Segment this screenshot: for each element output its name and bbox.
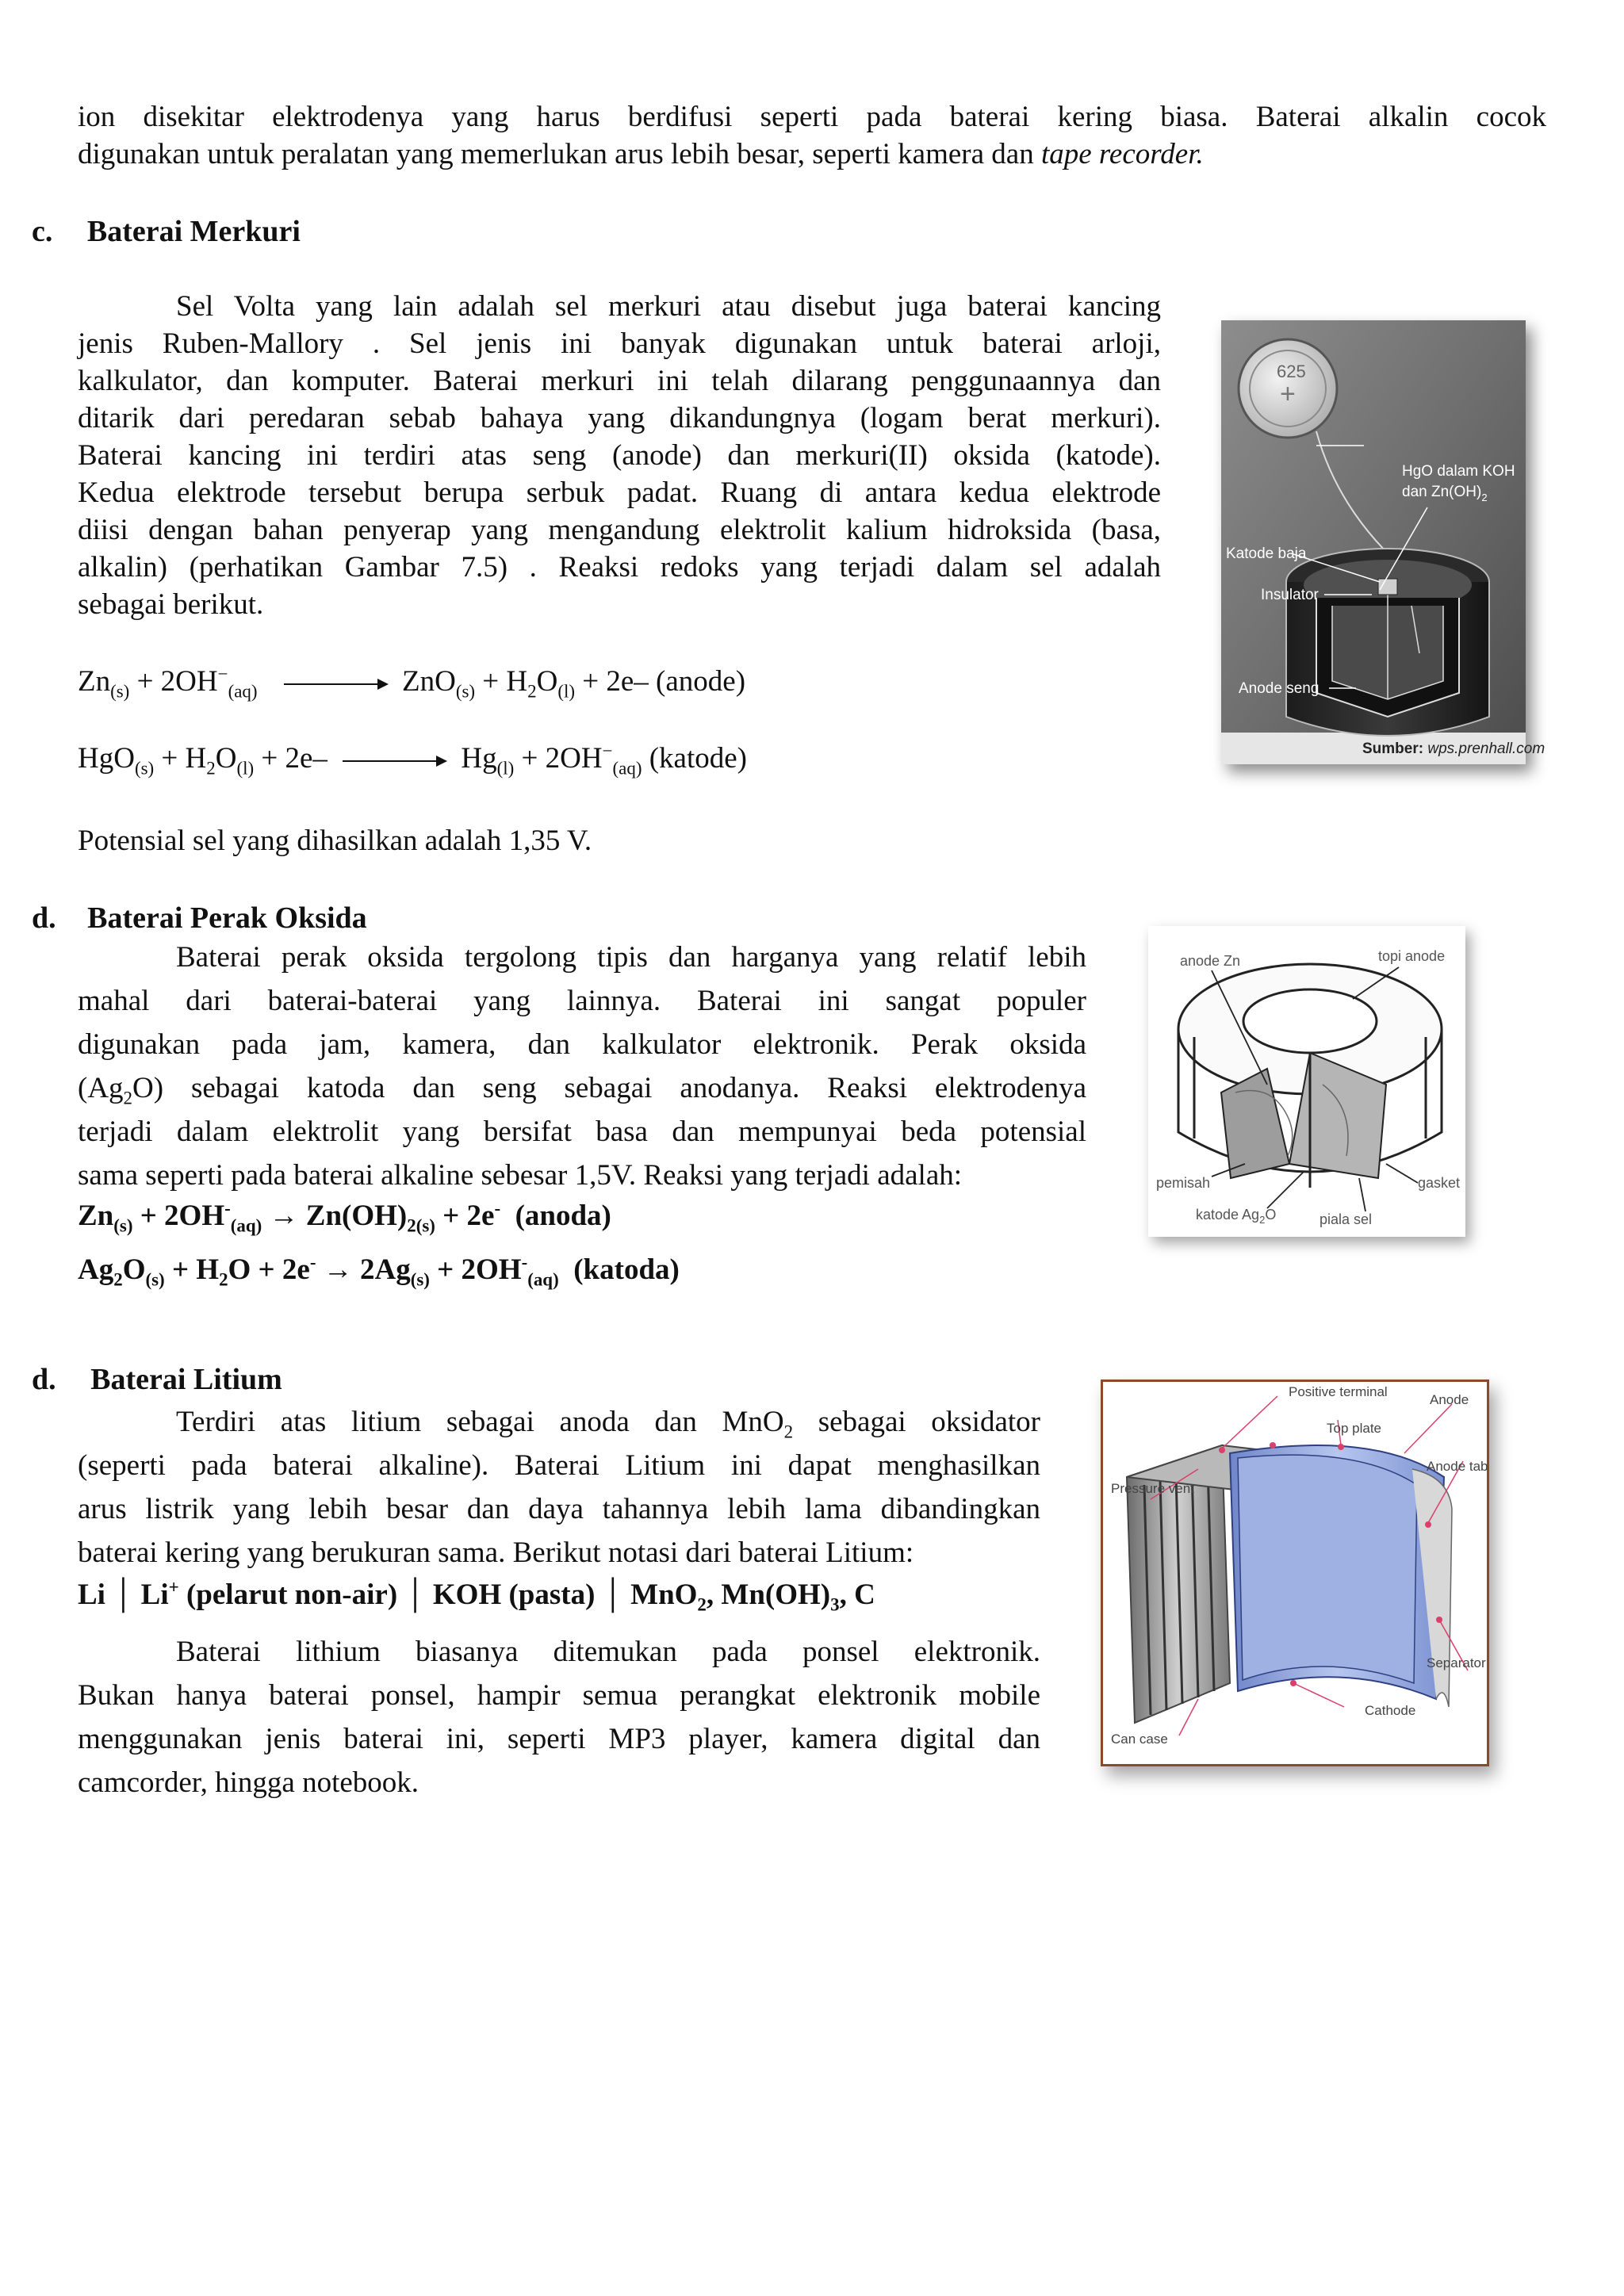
label-anode-tab: Anode tab: [1427, 1459, 1488, 1474]
c-potential: Potensial sel yang dihasilkan adalah 1,35 V.: [78, 825, 592, 857]
d1-line-1: Baterai perak oksida tergolong tipis dan harganya yang relatif lebih: [176, 941, 1086, 974]
lithium-battery-figure: [1101, 1380, 1489, 1766]
reaction-arrow: [284, 683, 387, 685]
section-c-heading: [32, 214, 301, 249]
section-c-letter: c.: [32, 215, 53, 248]
section-d2-letter: d.: [32, 1363, 56, 1396]
intro-line-2-text: digunakan untuk peralatan yang memerlukan arus lebih besar, seperti kamera dan: [78, 138, 1041, 170]
intro-line-1: ion disekitar elektrodenya yang harus berdifusi seperti pada baterai kering biasa. Baterai alkalin cocok: [78, 101, 1546, 133]
figure-source: Sumber: wps.prenhall.com: [1362, 740, 1545, 757]
label-anode-zn: anode Zn: [1180, 953, 1241, 969]
label-piala-sel: piala sel: [1320, 1211, 1373, 1227]
c-line-2: jenis Ruben-Mallory . Sel jenis ini banyak digunakan untuk baterai arloji,: [78, 327, 1161, 360]
d1-line-6: sama seperti pada baterai alkaline sebesar 1,5V. Reaksi yang terjadi adalah:: [78, 1159, 963, 1192]
label-cathode: Cathode: [1365, 1703, 1416, 1718]
section-d2-heading: [32, 1362, 282, 1397]
d1-equation-cathode: $Ag_2O_{(s)} + H_2O + 2e^- \to 2Ag_{(s)} + 2OH^-_{(aq)}$ (katoda): [78, 1252, 680, 1290]
label-gasket: gasket: [1418, 1175, 1461, 1191]
silver-oxide-battery-figure: [1148, 926, 1465, 1237]
d1-line-3: digunakan pada jam, kamera, dan kalkulator elektronik. Perak oksida: [78, 1028, 1086, 1061]
d2-p2-line-2: Bukan hanya baterai ponsel, hampir semua perangkat elektronik mobile: [78, 1679, 1040, 1712]
label-positive-terminal: Positive terminal: [1289, 1384, 1388, 1399]
label-hgo-1: HgO dalam KOH: [1402, 463, 1515, 480]
label-anode-seng: Anode seng: [1239, 680, 1320, 697]
d1-line-5: terjadi dalam elektrolit yang bersifat basa dan mempunyai beda potensial: [78, 1115, 1086, 1148]
intro-line-2: [78, 136, 1546, 173]
label-katode-baja: Katode baja: [1226, 545, 1307, 562]
section-c-paragraph: [78, 288, 1161, 623]
d2-line-2: (seperti pada baterai alkaline). Baterai Litium ini dapat menghasilkan: [78, 1449, 1040, 1482]
label-can-case: Can case: [1111, 1732, 1168, 1747]
c-equation-anode: $Zn_{(s)} + 2OH^-_{(aq)}$ $ZnO_{(s)} + H_2O_{(l)} + 2e-$ (anode): [78, 664, 746, 702]
label-topi-anode: topi anode: [1378, 948, 1446, 964]
reaction-arrow: [343, 760, 446, 762]
label-separator: Separator: [1427, 1655, 1486, 1670]
d2-p2-line-3: menggunakan jenis baterai ini, seperti MP3 player, kamera digital dan: [78, 1723, 1040, 1755]
c-line-7: diisi dengan bahan penyerap yang mengandung elektrolit kalium hidroksida (basa,: [78, 514, 1161, 546]
label-top-plate: Top plate: [1327, 1421, 1381, 1436]
d1-line-2: mahal dari baterai-baterai yang lainnya. Baterai ini sangat populer: [78, 985, 1086, 1017]
c-line-9: sebagai berikut.: [78, 588, 264, 621]
label-pressure-vent: Pressure vent: [1111, 1481, 1194, 1496]
lithium-notation: Li │ Li+ (pelarut non-air) │ KOH (pasta) │ MnO$_2$, $Mn(OH)_3$, C: [78, 1577, 875, 1615]
d2-line-4: baterai kering yang berukuran sama. Berikut notasi dari baterai Litium:: [78, 1536, 914, 1569]
section-d1-heading: [32, 901, 367, 936]
d2-p2-line-1: Baterai lithium biasanya ditemukan pada ponsel elektronik.: [176, 1636, 1040, 1668]
label-pemisah: pemisah: [1156, 1175, 1211, 1191]
svg-text:+: +: [1280, 379, 1296, 409]
label-hgo-2: dan $Zn(OH)_2$: [1402, 484, 1488, 503]
d1-equation-anode: $Zn_{(s)} + 2OH^-_{(aq)} \to Zn(OH)_{2(s)} + 2e^-$ (anoda): [78, 1198, 611, 1236]
label-anode: Anode: [1430, 1392, 1469, 1407]
d2-p2-line-4: camcorder, hingga notebook.: [78, 1766, 419, 1799]
intro-italic-term: tape recorder.: [1040, 138, 1204, 170]
c-line-1: Sel Volta yang lain adalah sel merkuri atau disebut juga baterai kancing: [176, 290, 1161, 323]
label-insulator: Insulator: [1261, 587, 1319, 603]
section-d1-paragraph: [78, 936, 1086, 1197]
c-equation-cathode: $HgO_{(s)} + H_2O_{(l)} + 2e-$ $Hg_{(l)} + 2OH^-_{(aq)}$ (katode): [78, 740, 748, 779]
c-line-6: Kedua elektrode tersebut berupa serbuk padat. Ruang di antara kedua elektrode: [78, 476, 1161, 509]
section-c-title: Baterai Merkuri: [86, 215, 301, 248]
section-d2-title: Baterai Litium: [90, 1363, 282, 1396]
d2-line-3: arus listrik yang lebih besar dan daya tahannya lebih lama dibandingkan: [78, 1493, 1040, 1525]
d2-line-1: Terdiri atas litium sebagai anoda dan MnO$_2$ sebagai oksidator: [176, 1406, 1040, 1442]
svg-text:625: 625: [1277, 362, 1306, 381]
c-line-5: Baterai kancing ini terdiri atas seng (anode) dan merkuri(II) oksida (katode).: [78, 439, 1161, 472]
label-katode-ag2o: katode $Ag_2O$: [1196, 1207, 1277, 1226]
mercury-battery-figure: [1221, 320, 1545, 764]
c-line-4: ditarik dari peredaran sebab bahaya yang dikandungnya (logam berat merkuri).: [78, 402, 1161, 434]
c-line-3: kalkulator, dan komputer. Baterai merkuri ini telah dilarang penggunaannya dan: [78, 365, 1161, 397]
c-line-8: alkalin) (perhatikan Gambar 7.5) . Reaksi redoks yang terjadi dalam sel adalah: [78, 551, 1161, 584]
section-d2-paragraph: [78, 1400, 1040, 1575]
section-d1-title: Baterai Perak Oksida: [87, 901, 367, 935]
section-d1-letter: d.: [32, 901, 56, 935]
d1-line-4: $(Ag_2O)$ sebagai katoda dan seng sebagai anodanya. Reaksi elektrodenya: [78, 1072, 1086, 1108]
section-d2-paragraph-2: [78, 1630, 1040, 1804]
